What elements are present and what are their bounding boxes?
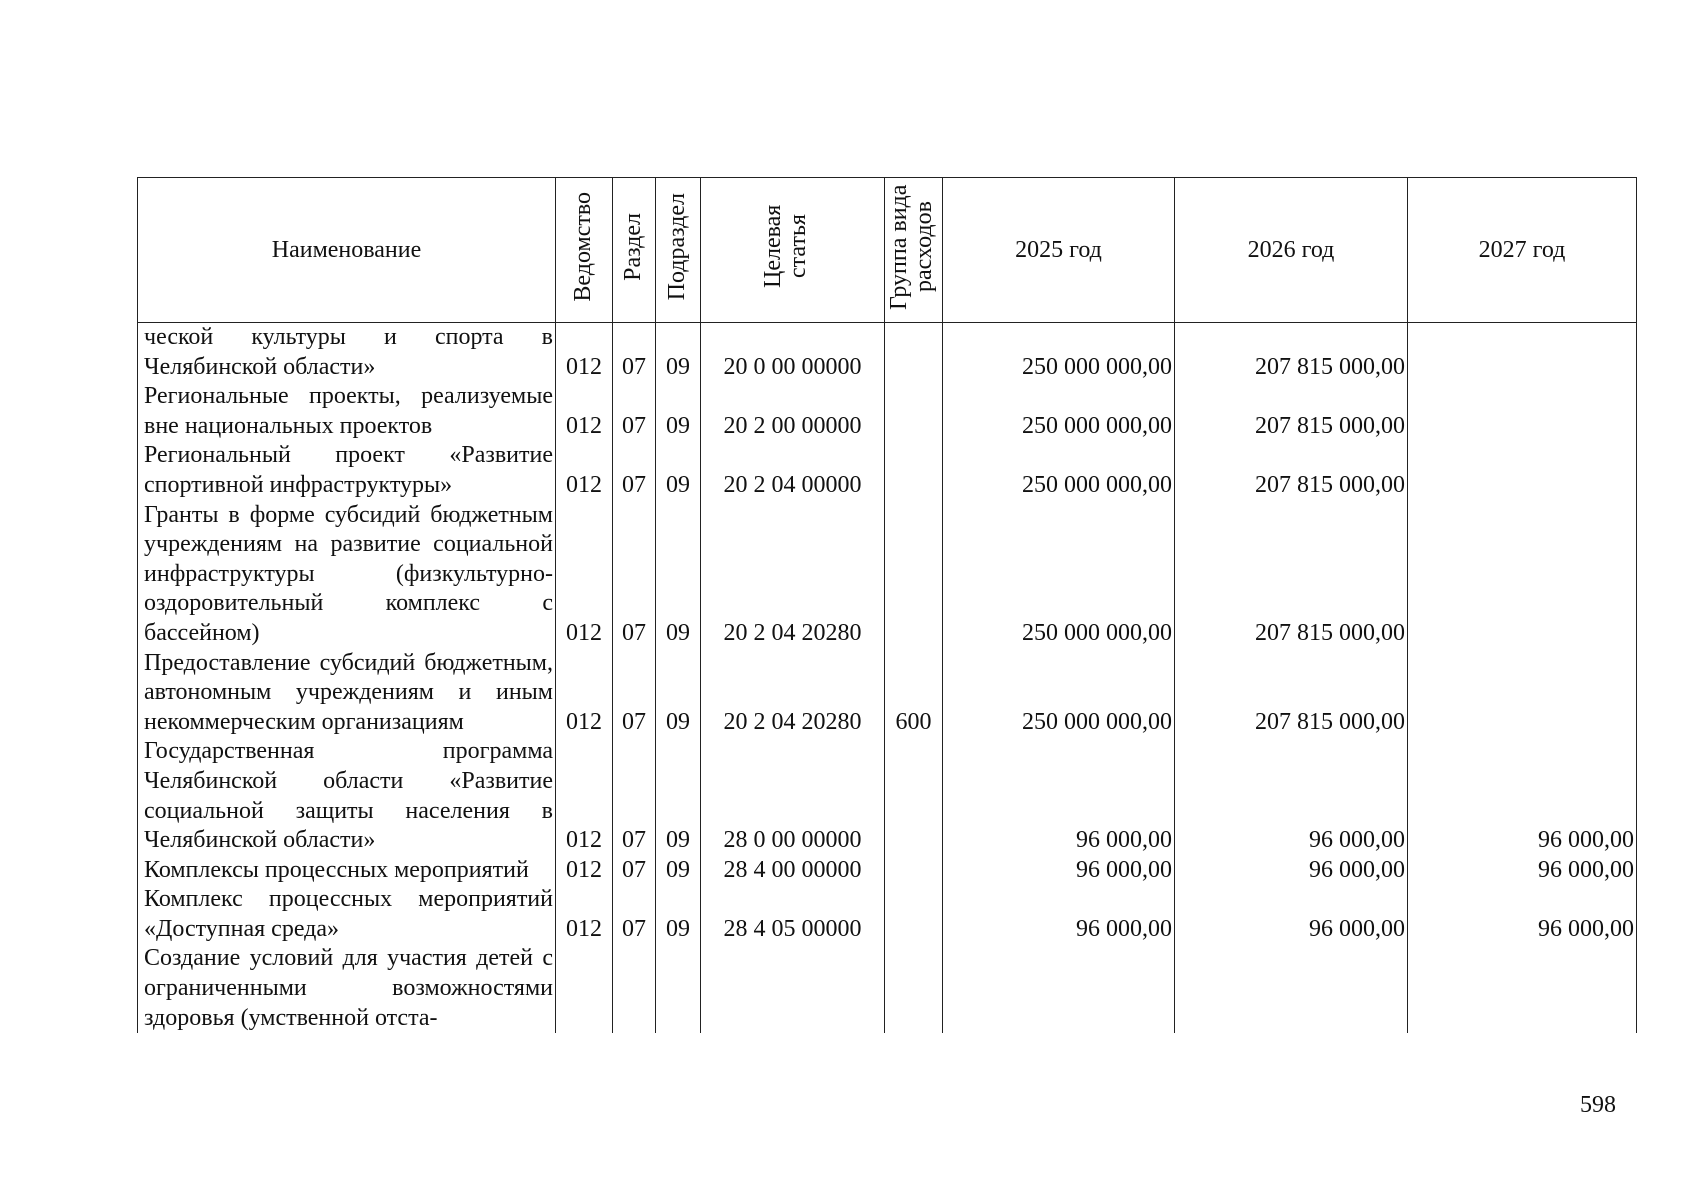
header-2025: 2025 год bbox=[943, 178, 1175, 323]
cell-expense-group bbox=[885, 944, 943, 1033]
cell-subsection: 09 bbox=[656, 885, 701, 944]
cell-expense-group bbox=[885, 441, 943, 500]
cell-2025: 96 000,00 bbox=[943, 737, 1175, 855]
header-department: Ведомство bbox=[570, 191, 597, 302]
cell-department: 012 bbox=[556, 382, 613, 441]
cell-expense-group bbox=[885, 382, 943, 441]
cell-expense-group bbox=[885, 885, 943, 944]
cell-2026: 207 815 000,00 bbox=[1175, 382, 1408, 441]
cell-expense-group: 600 bbox=[885, 649, 943, 738]
cell-subsection: 09 bbox=[656, 649, 701, 738]
cell-target-article: 20 2 04 00000 bbox=[701, 441, 885, 500]
cell-2025: 250 000 000,00 bbox=[943, 323, 1175, 383]
header-expense-group: Группа вида расходов bbox=[885, 183, 937, 310]
cell-expense-group bbox=[885, 856, 943, 886]
cell-2025 bbox=[943, 944, 1175, 1033]
cell-2027 bbox=[1408, 501, 1637, 649]
cell-2025: 250 000 000,00 bbox=[943, 501, 1175, 649]
cell-target-article: 20 2 04 20280 bbox=[701, 649, 885, 738]
cell-expense-group bbox=[885, 501, 943, 649]
cell-subsection: 09 bbox=[656, 441, 701, 500]
table-row bbox=[138, 441, 1637, 500]
cell-name: Комплекс процессных мероприятий «Доступная среда» bbox=[138, 885, 556, 944]
cell-subsection: 09 bbox=[656, 856, 701, 886]
cell-2027 bbox=[1408, 649, 1637, 738]
cell-2026: 207 815 000,00 bbox=[1175, 649, 1408, 738]
cell-target-article: 20 2 00 00000 bbox=[701, 382, 885, 441]
cell-name: Создание условий для участия детей с ограниченными возможностями здоровья (умственной отста- bbox=[138, 944, 556, 1033]
table-row bbox=[138, 323, 1637, 383]
cell-name: Предоставление субсидий бюджетным, автономным учреждениям и иным некоммерческим организациям bbox=[138, 649, 556, 738]
budget-table bbox=[137, 177, 1637, 1033]
table-row bbox=[138, 501, 1637, 649]
page-number: 598 bbox=[1580, 1092, 1616, 1118]
cell-expense-group bbox=[885, 323, 943, 383]
cell-department: 012 bbox=[556, 737, 613, 855]
cell-2027: 96 000,00 bbox=[1408, 885, 1637, 944]
cell-department: 012 bbox=[556, 649, 613, 738]
cell-target-article: 20 0 00 00000 bbox=[701, 323, 885, 383]
cell-2025: 96 000,00 bbox=[943, 856, 1175, 886]
cell-2025: 250 000 000,00 bbox=[943, 649, 1175, 738]
cell-section: 07 bbox=[613, 649, 656, 738]
table-row bbox=[138, 382, 1637, 441]
cell-2027 bbox=[1408, 382, 1637, 441]
cell-target-article bbox=[701, 944, 885, 1033]
cell-name: Региональный проект «Развитие спортивной инфраструктуры» bbox=[138, 441, 556, 500]
header-subsection: Подраздел bbox=[664, 192, 691, 301]
table-header-row bbox=[138, 178, 1637, 323]
cell-department: 012 bbox=[556, 856, 613, 886]
cell-department: 012 bbox=[556, 323, 613, 383]
cell-2026: 96 000,00 bbox=[1175, 737, 1408, 855]
cell-subsection: 09 bbox=[656, 737, 701, 855]
header-section: Раздел bbox=[620, 212, 647, 281]
cell-2027 bbox=[1408, 441, 1637, 500]
cell-2026: 96 000,00 bbox=[1175, 885, 1408, 944]
cell-2025: 250 000 000,00 bbox=[943, 441, 1175, 500]
cell-department: 012 bbox=[556, 885, 613, 944]
cell-name: Государственная программа Челябинской области «Развитие социальной защиты населения в Челябинской области» bbox=[138, 737, 556, 855]
header-2026: 2026 год bbox=[1175, 178, 1408, 323]
cell-section: 07 bbox=[613, 441, 656, 500]
cell-2027 bbox=[1408, 323, 1637, 383]
cell-2026 bbox=[1175, 944, 1408, 1033]
header-name: Наименование bbox=[138, 178, 556, 323]
cell-2026: 96 000,00 bbox=[1175, 856, 1408, 886]
cell-2026: 207 815 000,00 bbox=[1175, 501, 1408, 649]
cell-name: Гранты в форме субсидий бюджетным учреждениям на развитие социальной инфраструктуры (физкультурно-оздоровительный комплекс с бассейном) bbox=[138, 501, 556, 649]
cell-name: Комплексы процессных мероприятий bbox=[138, 856, 556, 886]
cell-subsection bbox=[656, 944, 701, 1033]
cell-section: 07 bbox=[613, 885, 656, 944]
cell-2026: 207 815 000,00 bbox=[1175, 323, 1408, 383]
cell-expense-group bbox=[885, 737, 943, 855]
cell-subsection: 09 bbox=[656, 382, 701, 441]
cell-name: ческой культуры и спорта в Челябинской области» bbox=[138, 323, 556, 383]
table-row bbox=[138, 737, 1637, 855]
cell-section: 07 bbox=[613, 323, 656, 383]
cell-target-article: 28 4 05 00000 bbox=[701, 885, 885, 944]
cell-section bbox=[613, 944, 656, 1033]
table-row bbox=[138, 856, 1637, 886]
cell-section: 07 bbox=[613, 382, 656, 441]
table-row bbox=[138, 649, 1637, 738]
cell-department bbox=[556, 944, 613, 1033]
header-target-article: Целевая статья bbox=[759, 204, 811, 289]
cell-target-article: 28 4 00 00000 bbox=[701, 856, 885, 886]
cell-subsection: 09 bbox=[656, 323, 701, 383]
cell-2027 bbox=[1408, 944, 1637, 1033]
cell-name: Региональные проекты, реализуемые вне национальных проектов bbox=[138, 382, 556, 441]
cell-section: 07 bbox=[613, 737, 656, 855]
cell-section: 07 bbox=[613, 501, 656, 649]
cell-2025: 250 000 000,00 bbox=[943, 382, 1175, 441]
cell-subsection: 09 bbox=[656, 501, 701, 649]
cell-department: 012 bbox=[556, 441, 613, 500]
header-2027: 2027 год bbox=[1408, 178, 1637, 323]
cell-section: 07 bbox=[613, 856, 656, 886]
cell-department: 012 bbox=[556, 501, 613, 649]
cell-2027: 96 000,00 bbox=[1408, 737, 1637, 855]
cell-target-article: 28 0 00 00000 bbox=[701, 737, 885, 855]
cell-2027: 96 000,00 bbox=[1408, 856, 1637, 886]
table-row bbox=[138, 944, 1637, 1033]
table-row bbox=[138, 885, 1637, 944]
cell-target-article: 20 2 04 20280 bbox=[701, 501, 885, 649]
cell-2026: 207 815 000,00 bbox=[1175, 441, 1408, 500]
cell-2025: 96 000,00 bbox=[943, 885, 1175, 944]
